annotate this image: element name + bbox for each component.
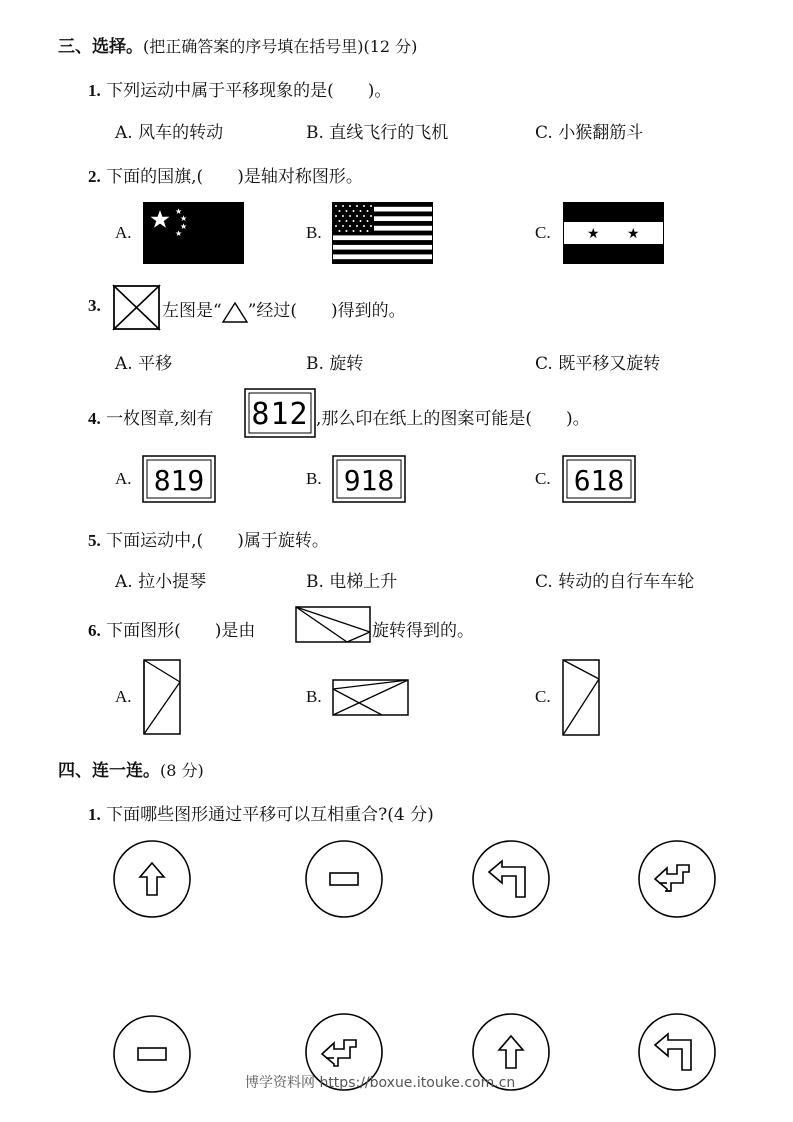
- pinwheel-triangles-figure: [113, 285, 161, 331]
- question-number: 1.: [88, 81, 101, 100]
- svg-text:★: ★: [180, 214, 188, 223]
- stamp-option-c-figure[interactable]: [562, 455, 636, 503]
- minus-icon[interactable]: [304, 839, 384, 919]
- question-number: 4.: [88, 409, 101, 428]
- question-1: [88, 76, 391, 101]
- section-3-heading: [58, 32, 417, 57]
- question-2: [88, 162, 363, 187]
- double-turn-arrow-icon[interactable]: [637, 839, 717, 919]
- section-4-question-1: [88, 800, 434, 825]
- stamp-option-b-text: 918: [343, 464, 395, 497]
- question-number: 5.: [88, 531, 101, 550]
- q6-option-b-label[interactable]: B.: [306, 687, 322, 706]
- up-arrow-icon[interactable]: [112, 839, 192, 919]
- two-star-flag-icon[interactable]: [563, 202, 665, 265]
- question-number: 6.: [88, 621, 101, 640]
- triangle-icon: [222, 301, 248, 323]
- section-4-heading: [58, 756, 204, 781]
- q4-option-b-label[interactable]: B.: [306, 469, 322, 488]
- svg-text:★: ★: [175, 229, 183, 238]
- question-stem: 下面运动中,( )属于旋转。: [106, 531, 329, 551]
- q1-option-b[interactable]: B. 直线飞行的飞机: [306, 123, 449, 143]
- stamp-option-b-figure[interactable]: [332, 455, 406, 503]
- question-number: 2.: [88, 167, 101, 186]
- section-4-note: (8 分): [160, 761, 204, 780]
- q3-option-b[interactable]: B. 旋转: [306, 354, 364, 374]
- question-stem: 下面哪些图形通过平移可以互相重合?(4 分): [106, 805, 434, 825]
- q4-option-c-label[interactable]: C.: [535, 469, 551, 488]
- question-4-end: ,那么印在纸上的图案可能是( )。: [316, 409, 590, 429]
- q6-option-c-label[interactable]: C.: [535, 687, 551, 706]
- section-4-title: 四、连一连。: [58, 761, 160, 781]
- q5-option-a[interactable]: A. 拉小提琴: [115, 572, 207, 592]
- q3-option-c[interactable]: C. 既平移又旋转: [535, 354, 661, 374]
- question-5: [88, 526, 329, 551]
- turn-left-arrow-icon[interactable]: [471, 839, 551, 919]
- rotated-rectangle-option-b[interactable]: [332, 679, 409, 716]
- svg-text:★: ★: [627, 226, 640, 242]
- stamp-812-figure: [244, 388, 316, 438]
- stamp-option-a-text: 819: [153, 464, 205, 497]
- q2-option-a-label[interactable]: A.: [115, 223, 132, 242]
- q1-option-c[interactable]: C. 小猴翻筋斗: [535, 123, 644, 143]
- section-3-title: 三、选择。: [58, 37, 143, 57]
- question-4-start: [88, 404, 214, 429]
- q3-stem: [162, 296, 406, 323]
- svg-text:★: ★: [180, 222, 188, 231]
- q6-option-a-label[interactable]: A.: [115, 687, 132, 706]
- svg-text:★: ★: [587, 226, 600, 242]
- turn-left-arrow-icon[interactable]: [637, 1012, 717, 1092]
- china-flag-icon[interactable]: [143, 202, 245, 265]
- question-stem-part1: 左图是“: [162, 301, 222, 321]
- section-3-note: (把正确答案的序号填在括号里)(12 分): [143, 37, 418, 56]
- question-stem-part1: 下面图形( )是由: [106, 621, 256, 641]
- question-6-start: [88, 616, 255, 641]
- q4-option-a-label[interactable]: A.: [115, 469, 132, 488]
- minus-icon[interactable]: [112, 1014, 192, 1094]
- stamp-option-a-figure[interactable]: [142, 455, 216, 503]
- question-stem-part2: ”经过( )得到的。: [247, 301, 406, 321]
- question-stem: 下面的国旗,( )是轴对称图形。: [106, 167, 363, 187]
- question-number: 1.: [88, 805, 101, 824]
- rotated-rectangle-option-a[interactable]: [143, 659, 181, 735]
- envelope-rectangle-figure: [295, 606, 371, 643]
- stamp-text: 812: [251, 397, 309, 432]
- rotated-rectangle-option-c[interactable]: [562, 659, 600, 736]
- question-stem-part1: 一枚图章,刻有: [106, 409, 214, 429]
- question-6-end: 旋转得到的。: [372, 621, 474, 641]
- footer-watermark: 博学资料网 https://boxue.itouke.com.cn: [245, 1075, 516, 1091]
- q5-option-b[interactable]: B. 电梯上升: [306, 572, 398, 592]
- stamp-option-c-text: 618: [573, 464, 625, 497]
- q1-option-a[interactable]: A. 风车的转动: [115, 123, 224, 143]
- q5-option-c[interactable]: C. 转动的自行车车轮: [535, 572, 695, 592]
- us-flag-icon[interactable]: [332, 202, 434, 265]
- svg-text:★: ★: [175, 207, 183, 216]
- question-stem: 下列运动中属于平移现象的是( )。: [106, 81, 392, 101]
- question-number: 3.: [88, 296, 101, 315]
- q2-option-c-label[interactable]: C.: [535, 223, 551, 242]
- q3-option-a[interactable]: A. 平移: [115, 354, 173, 374]
- q2-option-b-label[interactable]: B.: [306, 223, 322, 242]
